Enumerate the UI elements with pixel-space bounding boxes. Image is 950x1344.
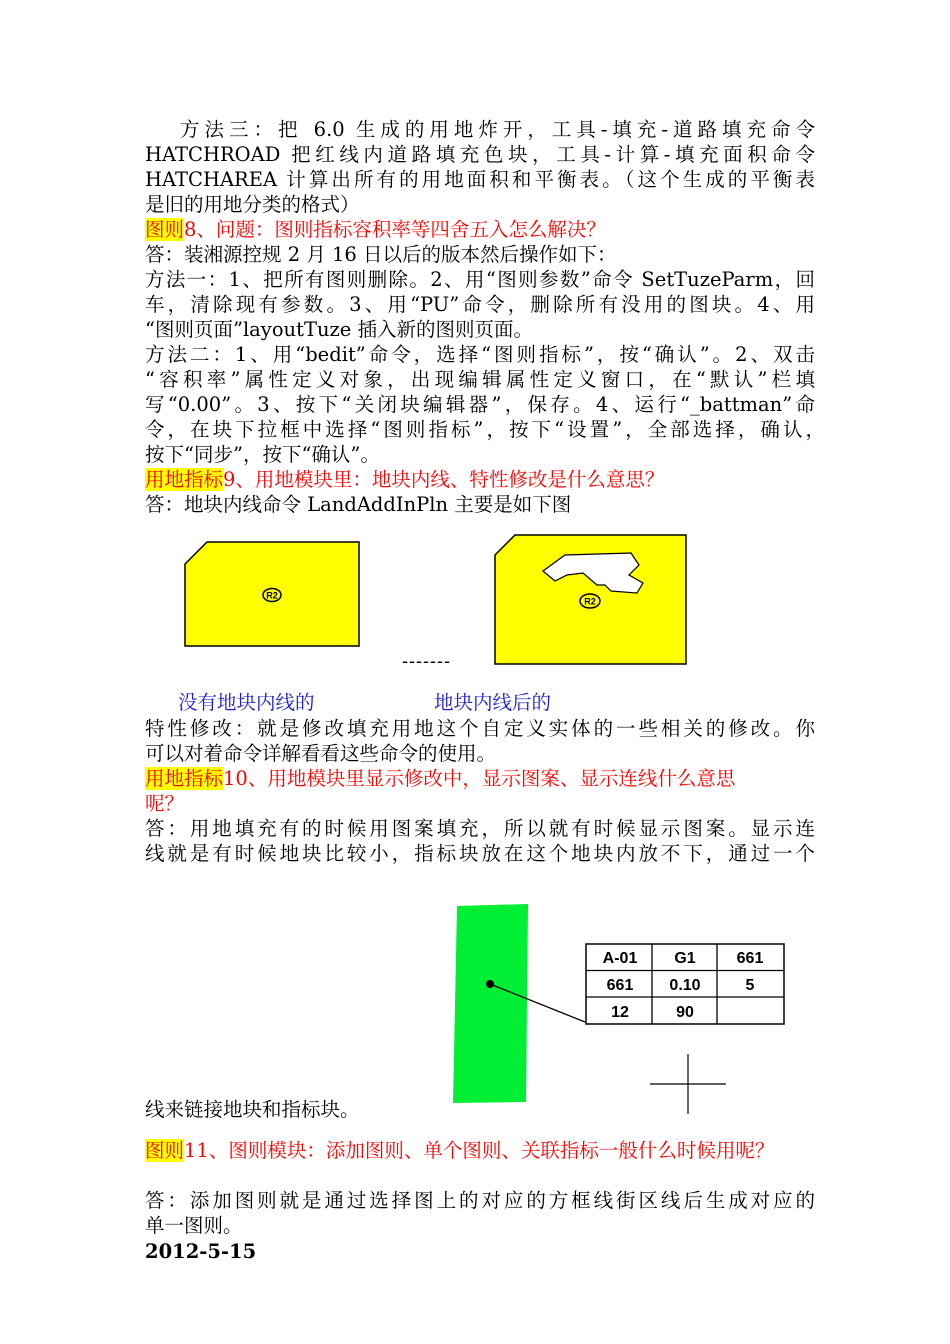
a10-line-1: 答：用地填充有的时候用图案填充，所以就有时候显示图案。显示连 — [145, 817, 815, 840]
a10-line-3: 线来链接地块和指标块。 — [145, 1098, 360, 1121]
table-cell-r2c2: 0.10 — [669, 977, 701, 994]
table-cell-r2c1: 661 — [606, 977, 634, 994]
method3-line-1: 方法三：把 6.0 生成的用地炸开，工具-填充-道路填充命令 — [180, 118, 815, 141]
a8-line-5: 方法二：1、用“bedit”命令，选择“图则指标”，按“确认”。2、双击 — [145, 343, 815, 366]
question-9 — [145, 467, 815, 492]
method3-line-3: HATCHAREA 计算出所有的用地面积和平衡表。（这个生成的平衡表 — [145, 168, 815, 191]
q9-text: 9、用地模块里：地块内线、特性修改是什么意思？ — [223, 468, 665, 491]
method3-line-2: HATCHROAD 把红线内道路填充色块，工具-计算-填充面积命令 — [145, 143, 815, 166]
table-cell-r1c2: G1 — [674, 950, 696, 967]
caption-right: 地块内线后的 — [434, 691, 552, 714]
a9b-line-2: 可以对着命令详解看看这些命令的使用。 — [145, 742, 497, 765]
question-8 — [145, 217, 815, 242]
table-cell-r3c2: 90 — [676, 1004, 694, 1021]
q8-text: 8、问题：图则指标容积率等四舍五入怎么解决？ — [184, 218, 606, 241]
caption-left: 没有地块内线的 — [178, 691, 315, 714]
q8-tag: 图则 — [145, 218, 185, 241]
a8-line-9: 按下“同步”，按下“确认”。 — [145, 443, 380, 466]
table-cell-r3c1: 12 — [611, 1004, 629, 1021]
a11-line-2: 单一图则。 — [145, 1214, 243, 1237]
question-10 — [145, 766, 815, 791]
parcel-left-label: R2 — [266, 590, 278, 601]
a8-line-3: 车，清除现有参数。3、用“PU”命令，删除所有没用的图块。4、用 — [145, 293, 815, 316]
parcel-figure-right — [493, 533, 689, 666]
a8-line-2: 方法一：1、把所有图则删除。2、用“图则参数”命令 SetTuzeParm，回 — [145, 268, 815, 291]
q10-tag: 用地指标 — [145, 767, 224, 790]
q11-tag: 图则 — [145, 1139, 185, 1162]
table-cell-r2c3: 5 — [745, 977, 755, 994]
document-date: 2012-5-15 — [145, 1240, 257, 1263]
a8-line-6: “容积率”属性定义对象，出现编辑属性定义窗口，在“默认”栏填 — [145, 368, 815, 391]
q9-tag: 用地指标 — [145, 468, 224, 491]
a9-line-1: 答：地块内线命令 LandAddInPln 主要是如下图 — [145, 493, 572, 516]
index-table — [585, 943, 785, 1025]
method3-line-4: 是旧的用地分类的格式） — [145, 193, 360, 216]
question-11 — [145, 1138, 835, 1163]
green-parcel — [453, 904, 528, 1103]
q10-text: 10、用地模块里显示修改中，显示图案、显示连线什么意思 — [223, 767, 736, 790]
parcel-figure-left — [183, 540, 363, 648]
a9b-line-1: 特性修改：就是修改填充用地这个自定义实体的一些相关的修改。你 — [145, 717, 815, 740]
figure-separator: ------- — [402, 651, 451, 671]
a8-line-1: 答：装湘源控规 2 月 16 日以后的版本然后操作如下： — [145, 243, 617, 266]
a11-line-1: 答：添加图则就是通过选择图上的对应的方框线街区线后生成对应的 — [145, 1189, 815, 1212]
leader-dot — [486, 980, 494, 988]
q11-text: 11、图则模块：添加图则、单个图则、关联指标一般什么时候用呢？ — [184, 1139, 775, 1162]
parcel-right-label: R2 — [584, 596, 596, 607]
q10-text-cont: 呢？ — [145, 792, 185, 815]
table-cell-r1c3: 661 — [736, 950, 764, 967]
a8-line-8: 令，在块下拉框中选择“图则指标”，按下“设置”，全部选择，确认， — [145, 418, 825, 441]
a10-line-2: 线就是有时候地块比较小，指标块放在这个地块内放不下，通过一个 — [145, 842, 815, 865]
a8-line-7: 写“0.00”。3、按下“关闭块编辑器”，保存。4、运行“_battman”命 — [145, 393, 815, 416]
table-cell-r1c1: A-01 — [602, 950, 638, 967]
a8-line-4: “图则页面”layoutTuze 插入新的图则页面。 — [145, 318, 534, 341]
